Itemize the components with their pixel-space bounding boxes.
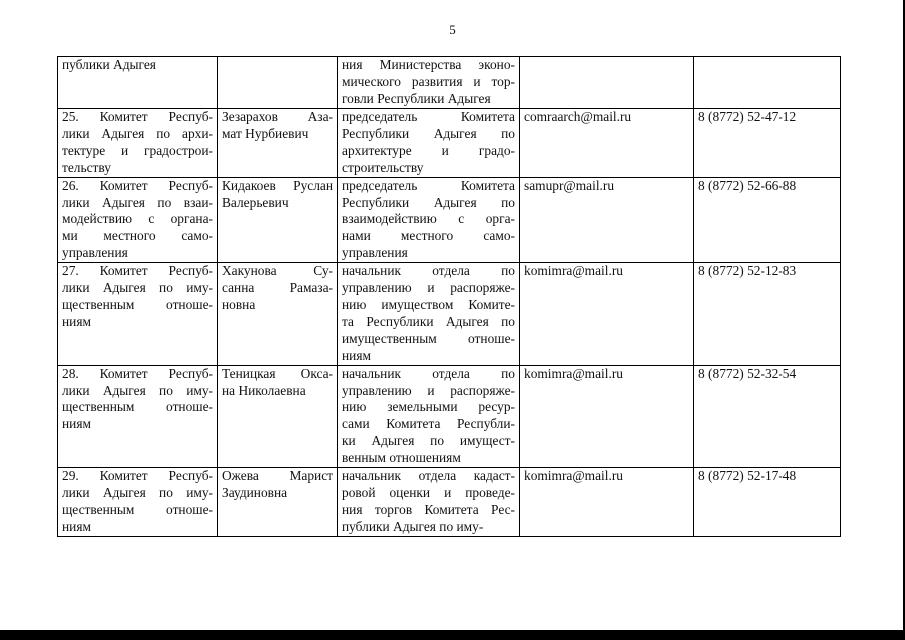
cell-organization xyxy=(58,263,218,365)
cell-organization xyxy=(58,365,218,467)
person-line: мат Нурбиевич xyxy=(222,125,309,141)
position-line: говли Республики Адыгея xyxy=(342,90,491,106)
organization-line: ниям xyxy=(62,416,91,432)
organization-line: щественным отноше- xyxy=(62,296,213,312)
cell-email xyxy=(520,365,694,467)
position-line: взаимодействию с орга- xyxy=(342,211,515,227)
phone-text: 8 (8772) 52-66-88 xyxy=(698,177,797,193)
person-line: Теницкая Окса- xyxy=(222,365,333,381)
page-number: 5 xyxy=(449,22,456,37)
cell-organization xyxy=(58,109,218,178)
organization-line: 27. Комитет Респуб- xyxy=(62,263,213,279)
position-line: управления xyxy=(342,245,408,261)
email-text: komimra@mail.ru xyxy=(524,263,623,279)
cell-person xyxy=(218,365,338,467)
position-line: венным отношениям xyxy=(342,450,461,466)
position-line: сами Комитета Республи- xyxy=(342,416,515,432)
organization-line: 29. Комитет Респуб- xyxy=(62,468,213,484)
position-line: ния Министерства эконо- xyxy=(342,57,515,72)
contacts-table xyxy=(57,56,841,537)
cell-organization xyxy=(58,57,218,109)
email-text: komimra@mail.ru xyxy=(524,365,623,381)
position-line: председатель Комитета xyxy=(342,109,515,124)
person-line: Ожева Марист xyxy=(222,468,333,484)
position-line: управлению и распоряже- xyxy=(342,382,515,398)
position-line: нами местного само- xyxy=(342,228,515,244)
cell-person xyxy=(218,263,338,365)
cell-position xyxy=(338,57,520,109)
cell-position xyxy=(338,177,520,263)
cell-phone xyxy=(694,57,841,109)
position-line: начальник отдела по xyxy=(342,263,515,279)
person-line: новна xyxy=(222,296,256,312)
position-line: ровой оценки и проведе- xyxy=(342,484,515,500)
position-line: ния торгов Комитета Рес- xyxy=(342,501,515,517)
organization-line: публики Адыгея xyxy=(62,57,156,72)
organization-line: щественным отноше- xyxy=(62,399,213,415)
person-line: Кидакоев Руслан xyxy=(222,177,333,193)
cell-position xyxy=(338,365,520,467)
cell-position xyxy=(338,468,520,537)
table-row xyxy=(58,263,841,365)
cell-phone xyxy=(694,263,841,365)
position-line: нию земельными ресур- xyxy=(342,399,515,415)
organization-line: лики Адыгея по иму- xyxy=(62,280,213,296)
cell-phone xyxy=(694,365,841,467)
table-row xyxy=(58,57,841,109)
position-line: ки Адыгея по имущест- xyxy=(342,433,515,449)
position-line: нию имуществом Комите- xyxy=(342,296,515,312)
position-line: мического развития и тор- xyxy=(342,73,515,89)
organization-line: ми местного само- xyxy=(62,228,213,244)
organization-line: 26. Комитет Респуб- xyxy=(62,177,213,193)
person-line: Заудиновна xyxy=(222,484,288,500)
cell-email xyxy=(520,57,694,109)
table-row xyxy=(58,468,841,537)
organization-line: лики Адыгея по взаи- xyxy=(62,194,213,210)
organization-line: лики Адыгея по архи- xyxy=(62,125,213,141)
organization-line: модействию с органа- xyxy=(62,211,213,227)
organization-line: лики Адыгея по иму- xyxy=(62,484,213,500)
scan-bottom-edge xyxy=(0,630,905,640)
position-line: управлению и распоряже- xyxy=(342,280,515,296)
cell-person xyxy=(218,57,338,109)
organization-line: 25. Комитет Респуб- xyxy=(62,109,213,124)
position-line: Республики Адыгея по xyxy=(342,194,515,210)
cell-email xyxy=(520,109,694,178)
table-row xyxy=(58,109,841,178)
cell-email xyxy=(520,468,694,537)
phone-text: 8 (8772) 52-17-48 xyxy=(698,468,797,484)
position-line: начальник отдела кадаст- xyxy=(342,468,515,484)
position-line: председатель Комитета xyxy=(342,177,515,193)
position-line: имущественным отноше- xyxy=(342,330,515,346)
table-row xyxy=(58,177,841,263)
email-text: comraarch@mail.ru xyxy=(524,109,632,124)
position-line: Республики Адыгея по xyxy=(342,125,515,141)
person-line: Валерьевич xyxy=(222,194,289,210)
position-line: архитектуре и градо- xyxy=(342,142,515,158)
cell-email xyxy=(520,263,694,365)
cell-organization xyxy=(58,177,218,263)
cell-phone xyxy=(694,468,841,537)
cell-email xyxy=(520,177,694,263)
cell-position xyxy=(338,109,520,178)
organization-line: щественным отноше- xyxy=(62,501,213,517)
cell-phone xyxy=(694,109,841,178)
table-body xyxy=(58,57,841,537)
email-text: samupr@mail.ru xyxy=(524,177,615,193)
phone-text: 8 (8772) 52-47-12 xyxy=(698,109,797,124)
phone-text: 8 (8772) 52-32-54 xyxy=(698,365,797,381)
position-line: публики Адыгея по иму- xyxy=(342,518,484,534)
organization-line: управления xyxy=(62,245,128,261)
person-line: Зезарахов Аза- xyxy=(222,109,333,124)
cell-person xyxy=(218,109,338,178)
position-line: начальник отдела по xyxy=(342,365,515,381)
person-line: Хакунова Су- xyxy=(222,263,333,279)
position-line: строительству xyxy=(342,159,424,175)
phone-text: 8 (8772) 52-12-83 xyxy=(698,263,797,279)
person-line: санна Рамаза- xyxy=(222,280,333,296)
organization-line: 28. Комитет Респуб- xyxy=(62,365,213,381)
cell-phone xyxy=(694,177,841,263)
email-text: komimra@mail.ru xyxy=(524,468,623,484)
position-line: ниям xyxy=(342,347,371,363)
cell-person xyxy=(218,468,338,537)
table-row xyxy=(58,365,841,467)
position-line: та Республики Адыгея по xyxy=(342,313,515,329)
organization-line: ниям xyxy=(62,518,91,534)
cell-person xyxy=(218,177,338,263)
organization-line: тектуре и градострои- xyxy=(62,142,213,158)
person-line: на Николаевна xyxy=(222,382,306,398)
organization-line: ниям xyxy=(62,313,91,329)
cell-organization xyxy=(58,468,218,537)
cell-position xyxy=(338,263,520,365)
organization-line: тельству xyxy=(62,159,111,175)
organization-line: лики Адыгея по иму- xyxy=(62,382,213,398)
